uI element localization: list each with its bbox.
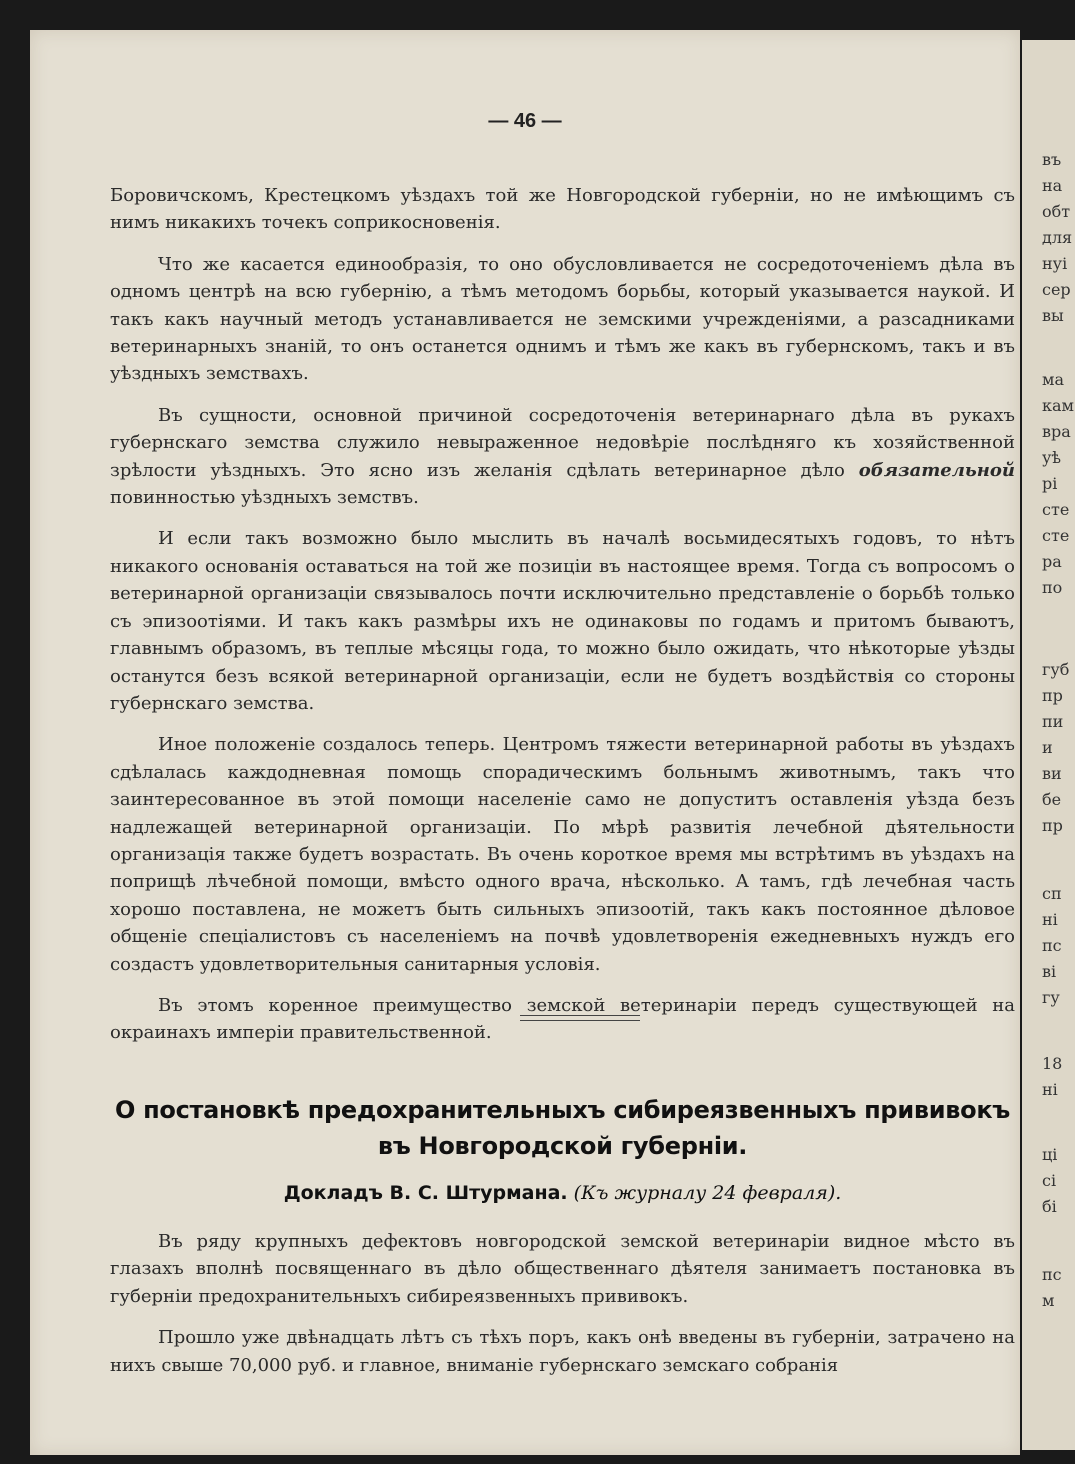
adjacent-page-fragment: м bbox=[1042, 1291, 1055, 1310]
adjacent-page-fragment: сі bbox=[1042, 1171, 1057, 1190]
paragraph-1: Боровичскомъ, Крестецкомъ уѣздахъ той же Новгородской губерніи, но не имѣющимъ съ нимъ никакихъ точекъ соприкосновенія. bbox=[110, 185, 1015, 234]
adjacent-page-fragment: уѣ bbox=[1042, 448, 1062, 467]
paragraph-3-text: Въ сущности, основной причиной сосредоточенія ветеринарнаго дѣла въ рукахъ губернскаго земства служило невыраженное недовѣріе послѣдняго къ хозяйственной зрѣлости уѣздныхъ. Это ясно изъ желанія сдѣлать ветеринарное дѣло bbox=[110, 404, 1015, 481]
body-text-top bbox=[110, 182, 1015, 1061]
paragraph-7: Въ ряду крупныхъ дефектовъ новгородской земской ветеринаріи видное мѣсто въ глазахъ вполнѣ посвященнаго въ дѣло общественнаго дѣятеля занимаетъ постановка въ губерніи предохранительныхъ сибиреязвенныхъ прививокъ. bbox=[110, 1231, 1015, 1307]
document-page bbox=[30, 30, 1020, 1455]
adjacent-page-fragment: ві bbox=[1042, 962, 1057, 981]
adjacent-page-fragment: ви bbox=[1042, 764, 1062, 783]
adjacent-page-fragment: и bbox=[1042, 738, 1053, 757]
adjacent-page-fragment: кам bbox=[1042, 396, 1074, 415]
adjacent-page-fragment: 18 bbox=[1042, 1054, 1063, 1073]
adjacent-page-fragment: на bbox=[1042, 176, 1063, 195]
adjacent-page-edge bbox=[1022, 40, 1075, 1450]
section-divider bbox=[520, 1015, 640, 1021]
adjacent-page-fragment: гу bbox=[1042, 988, 1060, 1007]
adjacent-page-fragment: пр bbox=[1042, 686, 1063, 705]
adjacent-page-fragment: сп bbox=[1042, 884, 1062, 903]
adjacent-page-fragment: ці bbox=[1042, 1145, 1058, 1164]
report-byline bbox=[110, 1182, 1015, 1204]
adjacent-page-fragment: пр bbox=[1042, 816, 1063, 835]
paragraph-4: И если такъ возможно было мыслить въ началѣ восьмидесятыхъ годовъ, то нѣтъ никакого основанія оставаться на той же позиціи въ настоящее время. Тогда съ вопросомъ о ветеринарной организаціи связывалось почти исключительно представленіе о борьбѣ только съ эпизоотіями. И такъ какъ размѣры ихъ не одинаковы по годамъ и притомъ бываютъ, главнымъ образомъ, въ теплые мѣсяцы года, то можно было ожидать, что нѣкоторые уѣзды останутся безъ всякой ветеринарной организаціи, если не будетъ воздѣйствія со стороны губернскаго земства. bbox=[110, 528, 1015, 714]
adjacent-page-fragment: пс bbox=[1042, 936, 1062, 955]
adjacent-page-fragment: въ bbox=[1042, 150, 1062, 169]
adjacent-page-fragment: ні bbox=[1042, 1080, 1058, 1099]
adjacent-page-fragment: губ bbox=[1042, 660, 1070, 679]
adjacent-page-fragment: бі bbox=[1042, 1197, 1057, 1216]
page-number: — 46 — bbox=[488, 110, 562, 132]
adjacent-page-fragment: нуі bbox=[1042, 254, 1068, 273]
report-author: Докладъ В. С. Штурмана. bbox=[283, 1182, 568, 1204]
adjacent-page-fragment: сер bbox=[1042, 280, 1071, 299]
adjacent-page-fragment: вра bbox=[1042, 422, 1071, 441]
adjacent-page-fragment: сте bbox=[1042, 526, 1070, 545]
body-text-bottom bbox=[110, 1228, 1015, 1393]
paragraph-2: Что же касается единообразія, то оно обусловливается не сосредоточеніемъ дѣла въ одномъ центрѣ на всю губернію, а тѣмъ методомъ борьбы, который указывается наукой. И такъ какъ научный методъ устанавливается не земскими учрежденіями, а разсадниками ветеринарныхъ знаній, то онъ останется однимъ и тѣмъ же какъ въ губернскомъ, такъ и въ уѣздныхъ земствахъ. bbox=[110, 253, 1015, 385]
paragraph-3 bbox=[110, 402, 1015, 512]
adjacent-page-fragment: по bbox=[1042, 578, 1063, 597]
adjacent-page-fragment: ра bbox=[1042, 552, 1062, 571]
adjacent-page-fragment: рі bbox=[1042, 474, 1058, 493]
journal-reference: (Къ журналу 24 февраля). bbox=[573, 1182, 842, 1204]
adjacent-page-fragment: пи bbox=[1042, 712, 1064, 731]
adjacent-page-fragment: обт bbox=[1042, 202, 1071, 221]
adjacent-page-fragment: пс bbox=[1042, 1265, 1062, 1284]
adjacent-page-fragment: для bbox=[1042, 228, 1073, 247]
adjacent-page-fragment: ма bbox=[1042, 370, 1064, 389]
adjacent-page-fragment: вы bbox=[1042, 306, 1064, 325]
paragraph-5: Иное положеніе создалось теперь. Центромъ тяжести ветеринарной работы въ уѣздахъ сдѣлалась каждодневная помощь спорадическимъ больнымъ животнымъ, такъ что заинтересованное въ этой помощи населеніе само не допуститъ оставленія уѣзда безъ надлежащей ветеринарной организаціи. По мѣрѣ развитія лечебной дѣятельности организація также будетъ возрастать. Въ очень короткое время мы встрѣтимъ въ уѣздахъ на поприщѣ лѣчебной помощи, вмѣсто одного врача, нѣсколько. А тамъ, гдѣ лечебная часть хорошо поставлена, не можетъ быть сильныхъ эпизоотій, такъ какъ постоянное дѣловое общеніе спеціалистовъ съ населеніемъ на почвѣ удовлетворенія ежедневныхъ нуждъ его создастъ удовлетворительныя санитарныя условія. bbox=[110, 734, 1015, 975]
paragraph-3-end: повинностью уѣздныхъ земствъ. bbox=[110, 487, 419, 509]
adjacent-page-fragment: ні bbox=[1042, 910, 1058, 929]
section-title: О постановкѣ предохранительныхъ сибиреязвенныхъ прививокъ въ Новгородской губерніи. bbox=[114, 1096, 1011, 1160]
adjacent-page-fragment: сте bbox=[1042, 500, 1070, 519]
adjacent-page-fragment: бе bbox=[1042, 790, 1062, 809]
paragraph-6: Въ этомъ коренное преимущество земской ветеринаріи передъ существующей на окраинахъ имперіи правительственной. bbox=[110, 994, 1015, 1044]
paragraph-8: Прошло уже двѣнадцать лѣтъ съ тѣхъ поръ, какъ онѣ введены въ губерніи, затрачено на нихъ свыше 70,000 руб. и главное, вниманіе губернскаго земскаго собранія bbox=[110, 1327, 1015, 1376]
emphasis-obligatory: обязательной bbox=[858, 459, 1015, 481]
